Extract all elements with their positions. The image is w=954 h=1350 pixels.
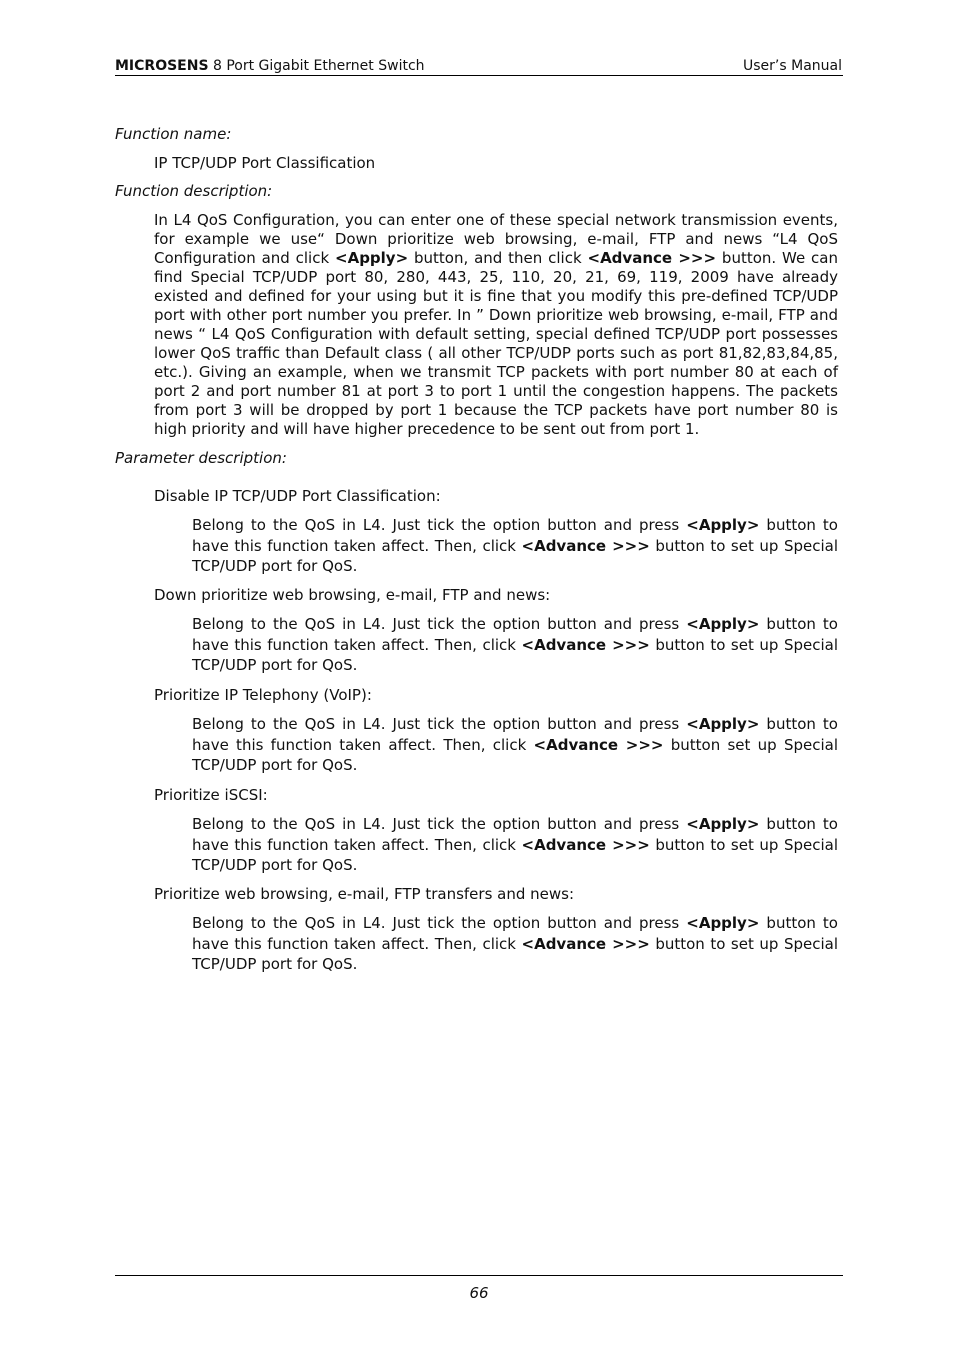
desc-advance: <Advance xyxy=(587,249,673,267)
param-arrows: >>> xyxy=(606,934,650,953)
param-text: button to set up Special TCP/UDP port for QoS. xyxy=(192,835,838,874)
param-text: button set up Special TCP/UDP port for QoS. xyxy=(192,735,838,774)
param-advance: <Advance xyxy=(533,735,619,754)
param-text: Belong to the QoS in L4. Just tick the option button and press xyxy=(192,914,687,932)
parameter-description xyxy=(192,814,838,876)
page-header xyxy=(115,57,843,76)
header-product: 8 Port Gigabit Ethernet Switch xyxy=(208,58,425,74)
parameter-description xyxy=(192,614,838,676)
param-text: button to have this function taken affect. Then, click xyxy=(192,715,838,754)
param-advance: <Advance xyxy=(521,835,607,854)
page-number: 66 xyxy=(469,1284,489,1302)
param-apply: <Apply> xyxy=(686,615,760,633)
param-text: button to set up Special TCP/UDP port for QoS. xyxy=(192,635,838,674)
header-manual: User’s Manual xyxy=(743,58,842,74)
param-arrows: >>> xyxy=(606,536,650,555)
desc-text-3: button. We can find Special TCP/UDP port 80, 280, 443, 25, 110, 20, 21, 69, 119, 2009 have already existed and defined for your using but it is fine that you modify this pre-defined TCP/UDP port with other port number you prefer. In ” Down prioritize web browsing, e-mail, FTP and news “ L4 QoS Configuration with default setting, special defined TCP/UDP port possesses lower QoS traffic than Default class ( all other TCP/UDP ports such as port 81,82,83,84,85, etc.). Giving an example, when we transmit TCP packets with port number 80 at each of port 2 and port number 81 at port 3 to port 1 until the congestion happens. The packets from port 3 will be dropped by port 1 because the TCP packets have port number 80 is high priority and will have higher precedence to be sent out from port 1. xyxy=(154,249,838,438)
param-text: button to have this function taken affect. Then, click xyxy=(192,914,838,953)
param-apply: <Apply> xyxy=(686,914,760,932)
param-apply: <Apply> xyxy=(686,815,760,833)
footer-divider xyxy=(115,1275,843,1276)
parameter-name: Prioritize web browsing, e-mail, FTP transfers and news: xyxy=(154,885,575,903)
param-text: button to set up Special TCP/UDP port for QoS. xyxy=(192,536,838,575)
param-text: Belong to the QoS in L4. Just tick the option button and press xyxy=(192,516,687,534)
parameter-description xyxy=(192,714,838,776)
parameter-name: Down prioritize web browsing, e-mail, FTP and news: xyxy=(154,586,551,604)
param-text: button to have this function taken affect. Then, click xyxy=(192,615,838,654)
desc-arrows: >>> xyxy=(672,249,717,267)
param-text: button to set up Special TCP/UDP port for QoS. xyxy=(192,934,838,973)
header-title xyxy=(115,57,425,75)
param-text: Belong to the QoS in L4. Just tick the option button and press xyxy=(192,615,687,633)
param-advance: <Advance xyxy=(521,635,607,654)
function-description-label: Function description: xyxy=(115,182,273,200)
parameter-name: Prioritize IP Telephony (VoIP): xyxy=(154,686,372,704)
parameter-description xyxy=(192,913,838,975)
desc-text-1: In L4 QoS Configuration, you can enter one of these special network transmission events, for example we use“ Down prioritize web browsing, e-mail, FTP and news “L4 QoS Configuration and click xyxy=(154,211,838,267)
param-arrows: >>> xyxy=(606,835,650,854)
param-advance: <Advance xyxy=(521,536,607,555)
param-advance: <Advance xyxy=(521,934,607,953)
function-name: IP TCP/UDP Port Classification xyxy=(154,154,376,172)
desc-text-2: button, and then click xyxy=(408,249,588,267)
param-arrows: >>> xyxy=(618,735,664,754)
parameter-description-label: Parameter description: xyxy=(115,449,287,467)
param-apply: <Apply> xyxy=(686,715,760,733)
param-apply: <Apply> xyxy=(686,516,760,534)
param-text: button to have this function taken affect. Then, click xyxy=(192,516,838,555)
parameter-name: Prioritize iSCSI: xyxy=(154,786,268,804)
param-text: button to have this function taken affect. Then, click xyxy=(192,815,838,854)
function-description xyxy=(154,211,838,439)
function-name-label: Function name: xyxy=(115,125,232,143)
parameter-description xyxy=(192,515,838,577)
param-text: Belong to the QoS in L4. Just tick the option button and press xyxy=(192,815,687,833)
param-text: Belong to the QoS in L4. Just tick the option button and press xyxy=(192,715,687,733)
desc-apply: <Apply> xyxy=(335,249,409,267)
header-brand: MICROSENS xyxy=(115,58,209,74)
param-arrows: >>> xyxy=(606,635,650,654)
parameter-name: Disable IP TCP/UDP Port Classification: xyxy=(154,487,441,505)
